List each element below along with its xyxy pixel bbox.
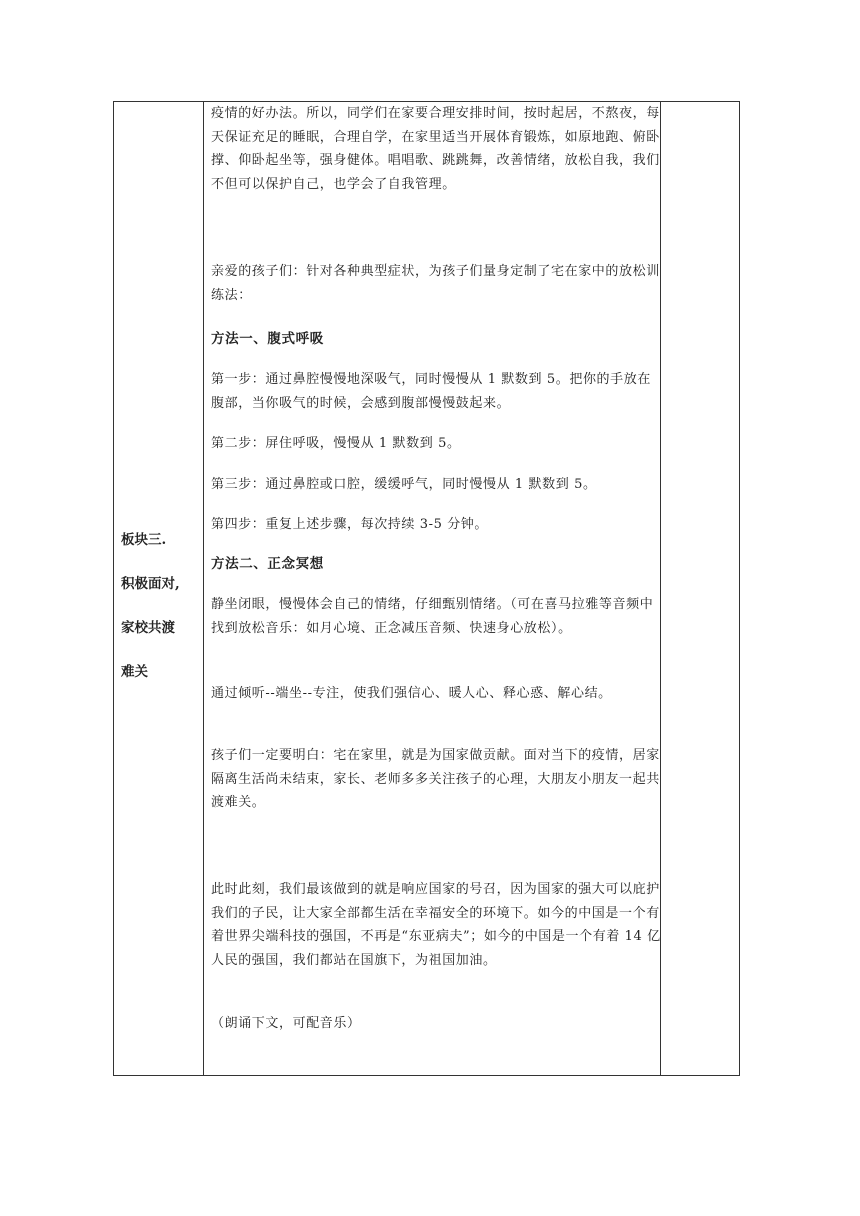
column-divider: [203, 102, 204, 1075]
section-label-line: 积极面对,: [121, 576, 180, 592]
method-heading: 方法一、腹式呼吸: [211, 331, 324, 347]
section-label: [121, 529, 180, 705]
paragraph: 此时此刻，我们最该做到的就是响应国家的号召，因为国家的强大可以庇护我们的子民，让大家全部都生活在幸福安全的环境下。如今的中国是一个有着世界尖端科技的强国，不再是“东亚病夫”；如今的中国是一个有着 14 亿人民的强国，我们都站在国旗下，为祖国加油。: [211, 882, 661, 968]
paragraph: 第三步：通过鼻腔或口腔，缓缓呼气，同时慢慢从 1 默数到 5。: [211, 477, 597, 492]
paragraph: 亲爱的孩子们：针对各种典型症状，为孩子们量身定制了宅在家中的放松训练法：: [211, 264, 660, 303]
paragraph: 疫情的好办法。所以，同学们在家要合理安排时间，按时起居，不熬夜，每天保证充足的睡眠，合理自学，在家里适当开展体育锻炼，如原地跑、俯卧撑、仰卧起坐等，强身健体。唱唱歌、跳跳舞，改善情绪，放松自我，我们不但可以保护自己，也学会了自我管理。: [211, 106, 660, 192]
paragraph: 第四步：重复上述步骤，每次持续 3-5 分钟。: [211, 517, 488, 532]
section-label-line: 家校共渡: [121, 620, 175, 636]
paragraph: 第一步：通过鼻腔慢慢地深吸气，同时慢慢从 1 默数到 5。把你的手放在腹部，当你吸气的时候，会感到腹部慢慢鼓起来。: [211, 372, 651, 411]
lesson-table: [113, 101, 740, 1076]
paragraph: （朗诵下文，可配音乐）: [211, 1016, 361, 1031]
method-heading: 方法二、正念冥想: [211, 556, 324, 572]
paragraph: 第二步：屏住呼吸，慢慢从 1 默数到 5。: [211, 436, 461, 451]
paragraph: 静坐闭眼，慢慢体会自己的情绪，仔细甄别情绪。（可在喜马拉雅等音频中找到放松音乐：如月心境、正念减压音频、快速身心放松）。: [211, 597, 654, 636]
section-label-line: 难关: [121, 664, 148, 680]
paragraph: 通过倾听--端坐--专注，使我们强信心、暖人心、释心惑、解心结。: [211, 686, 612, 701]
paragraph: 孩子们一定要明白：宅在家里，就是为国家做贡献。面对当下的疫情，居家隔离生活尚未结束，家长、老师多多关注孩子的心理，大朋友小朋友一起共渡难关。: [211, 748, 660, 810]
section-label-line: 板块三.: [121, 532, 167, 548]
section-cell: [114, 102, 203, 1075]
